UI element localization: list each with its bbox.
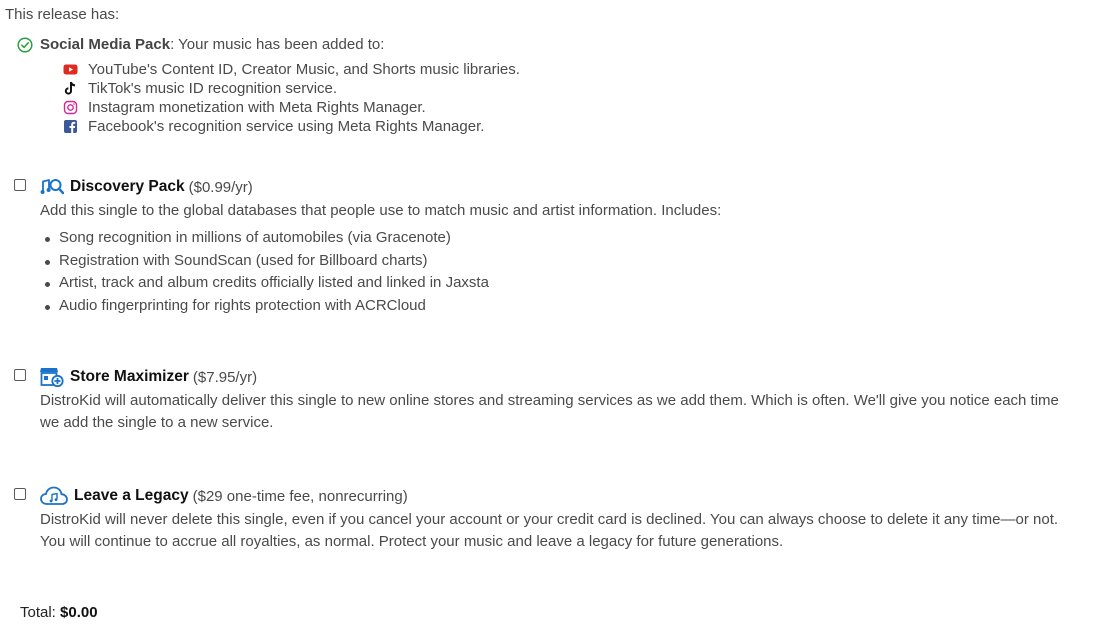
leave-a-legacy-header	[40, 485, 408, 507]
store-maximizer-price: ($7.95/yr)	[192, 368, 258, 386]
discovery-pack-description: Add this single to the global databases that people use to match music and artist information. Includes:	[40, 202, 722, 219]
service-tiktok-text: TikTok's music ID recognition service.	[88, 80, 338, 97]
discovery-pack-price: ($0.99/yr)	[188, 178, 253, 196]
store-maximizer-desc-line1: DistroKid will automatically deliver this single to new online stores and streaming services as we add them. Which is often. We'll give you notice each time	[40, 392, 1059, 409]
social-media-pack-title: Social Media Pack	[40, 36, 171, 53]
discovery-pack-checkbox[interactable]	[14, 179, 26, 191]
store-maximizer-name: Store Maximizer	[70, 368, 189, 385]
service-facebook-text: Facebook's recognition service using Meta Rights Manager.	[88, 118, 485, 135]
store-maximizer-desc-line2: we add the single to a new service.	[40, 414, 274, 431]
list-item: Registration with SoundScan (used for Billboard charts)	[40, 250, 489, 273]
facebook-icon	[63, 119, 78, 134]
list-item: Song recognition in millions of automobiles (via Gracenote)	[40, 227, 489, 250]
tiktok-icon	[63, 81, 78, 96]
leave-a-legacy-description	[40, 509, 1058, 553]
leave-a-legacy-desc-line1: DistroKid will never delete this single, even if you cancel your account or your credit card is declined. You can always choose to delete it any time—or not.	[40, 511, 1059, 528]
service-tiktok	[63, 79, 520, 98]
store-maximizer-checkbox[interactable]	[14, 369, 26, 381]
service-instagram-text: Instagram monetization with Meta Rights Manager.	[88, 99, 426, 116]
social-services-list	[63, 60, 520, 136]
discovery-pack-header	[40, 176, 253, 198]
service-youtube-text: YouTube's Content ID, Creator Music, and Shorts music libraries.	[88, 61, 520, 78]
intro-text: This release has:	[5, 6, 120, 23]
leave-a-legacy-desc-line2: You will continue to accrue all royalties, as normal. Protect your music and leave a legacy for future generations.	[40, 533, 784, 550]
check-circle-icon	[17, 37, 33, 53]
service-instagram	[63, 98, 520, 117]
service-youtube	[63, 60, 520, 79]
total-label: Total:	[20, 604, 61, 621]
store-maximizer-description	[40, 390, 1059, 434]
cloud-music-icon	[40, 485, 68, 507]
list-item: Audio fingerprinting for rights protection with ACRCloud	[40, 295, 489, 318]
social-media-pack-header	[17, 36, 384, 53]
discovery-pack-name: Discovery Pack	[70, 178, 185, 195]
total-value: $0.00	[60, 604, 98, 621]
leave-a-legacy-checkbox[interactable]	[14, 488, 26, 500]
social-media-pack-desc: : Your music has been added to:	[170, 36, 385, 53]
store-maximizer-header	[40, 366, 257, 388]
store-add-icon	[40, 366, 64, 388]
leave-a-legacy-name: Leave a Legacy	[74, 487, 189, 504]
youtube-icon	[63, 62, 78, 77]
service-facebook	[63, 117, 520, 136]
instagram-icon	[63, 100, 78, 115]
total-price	[20, 604, 98, 621]
leave-a-legacy-price: ($29 one-time fee, nonrecurring)	[192, 487, 408, 505]
discovery-pack-bullets	[40, 227, 489, 317]
music-search-icon	[40, 176, 64, 198]
list-item: Artist, track and album credits officially listed and linked in Jaxsta	[40, 272, 489, 295]
